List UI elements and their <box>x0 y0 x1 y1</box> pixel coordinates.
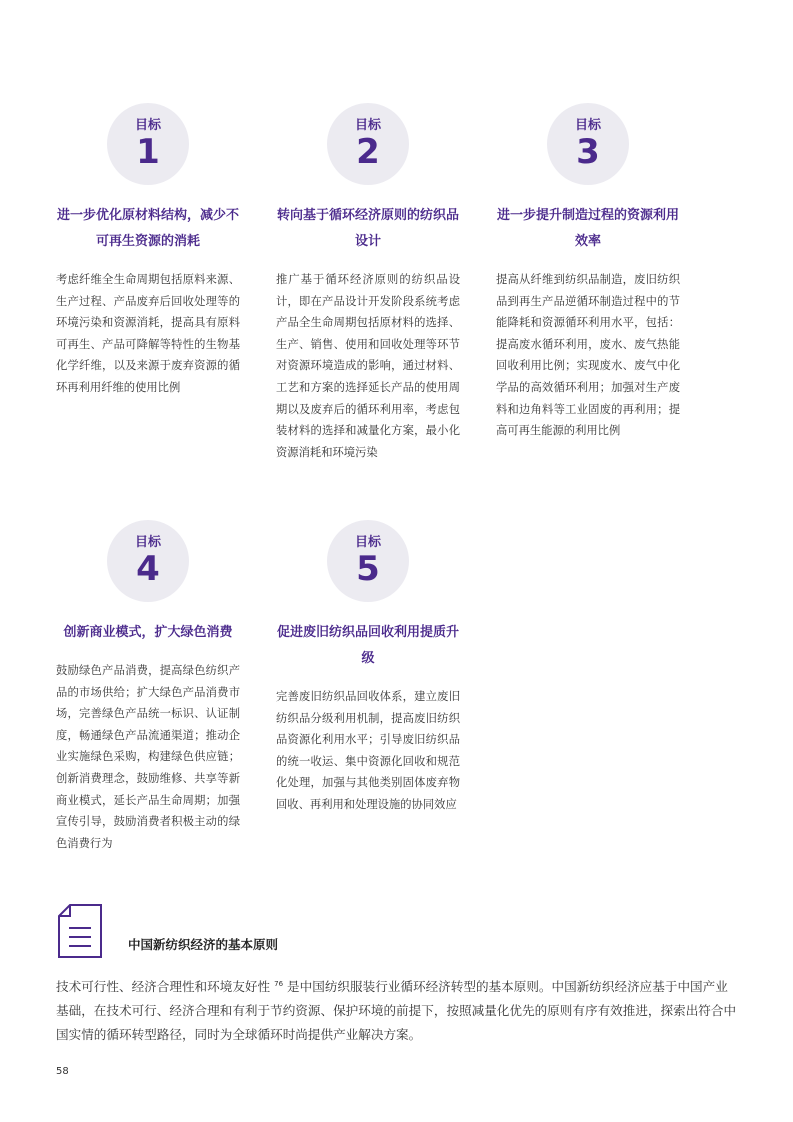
goal-number: 4 <box>136 548 160 589</box>
goal-label: 目标 <box>134 117 161 133</box>
goal-body: 完善废旧纺织品回收体系，建立废旧纺织品分级利用机制，提高废旧纺织品资源化利用水平；引导废旧纺织品的统一收运、集中资源化回收和规范化处理，加强与其他类别固体废弃物回收、再利用和处理设施的协同效应 <box>276 690 460 811</box>
goal-badge-2 <box>327 103 409 185</box>
note-body <box>56 972 740 1047</box>
note-title: 中国新纺织经济的基本原则 <box>128 937 279 952</box>
goal-number: 3 <box>576 131 600 172</box>
goal-label: 目标 <box>354 534 381 550</box>
goal-card-2 <box>276 103 460 463</box>
note-body-after: 是中国纺织服装行业循环经济转型的基本原则。中国新纺织经济应基于中国产业基础，在技术可行、经济合理和有利于节约资源、保护环境的前提下，按照减量化优先的原则有序有效推进，探索出符合中国实情的循环转型路径，同时为全球循环时尚提供产业解决方案。 <box>56 979 737 1043</box>
goal-number: 5 <box>356 548 380 589</box>
note-body-before: 技术可行性、经济合理性和环境友好性 <box>56 979 275 995</box>
page-number: 58 <box>56 1066 69 1077</box>
goal-number: 1 <box>136 131 160 172</box>
goal-title: 转向基于循环经济原则的纺织品设计 <box>276 208 459 249</box>
goal-title: 创新商业模式，扩大绿色消费 <box>63 625 233 640</box>
goal-badge-3 <box>547 103 629 185</box>
goal-card-5 <box>276 520 460 816</box>
goal-label: 目标 <box>354 117 381 133</box>
goal-body: 考虑纤维全生命周期包括原料来源、生产过程、产品废弃后回收处理等的环境污染和资源消耗，提高具有原料可再生、产品可降解等特性的生物基化学纤维，以及来源于废弃资源的循环再利用纤维的使用比例 <box>56 273 240 394</box>
document-icon <box>58 904 102 958</box>
goal-card-1 <box>56 103 240 399</box>
goal-title: 进一步提升制造过程的资源利用效率 <box>496 208 679 249</box>
goal-number: 2 <box>356 131 380 172</box>
goal-body: 鼓励绿色产品消费，提高绿色纺织产品的市场供给；扩大绿色产品消费市场，完善绿色产品统一标识、认证制度，畅通绿色产品流通渠道；推动企业实施绿色采购，构建绿色供应链；创新消费理念，鼓励维修、共享等新商业模式，延长产品生命周期；加强宣传引导，鼓励消费者积极主动的绿色消费行为 <box>56 664 240 850</box>
goal-badge-1 <box>107 103 189 185</box>
goal-card-3 <box>496 103 680 442</box>
goal-card-4 <box>56 520 240 854</box>
goal-badge-4 <box>107 520 189 602</box>
goal-label: 目标 <box>574 117 601 133</box>
footnote-ref[interactable]: 76 <box>274 980 284 988</box>
goal-body: 提高从纤维到纺织品制造，废旧纺织品到再生产品逆循环制造过程中的节能降耗和资源循环利用水平，包括：提高废水循环利用，废水、废气热能回收利用比例；实现废水、废气中化学品的高效循环利用；加强对生产废料和边角料等工业固废的再利用；提高可再生能源的利用比例 <box>496 273 680 438</box>
goal-badge-5 <box>327 520 409 602</box>
goal-title: 促进废旧纺织品回收利用提质升级 <box>276 625 459 666</box>
goal-title: 进一步优化原材料结构，减少不可再生资源的消耗 <box>56 208 239 249</box>
goal-label: 目标 <box>134 534 161 550</box>
goal-body: 推广基于循环经济原则的纺织品设计，即在产品设计开发阶段系统考虑产品全生命周期包括原材料的选择、生产、销售、使用和回收处理等环节对资源环境造成的影响，通过材料、工艺和方案的选择延长产品的使用周期以及废弃后的循环利用率，考虑包装材料的选择和减量化方案，最小化资源消耗和环境污染 <box>276 273 460 459</box>
